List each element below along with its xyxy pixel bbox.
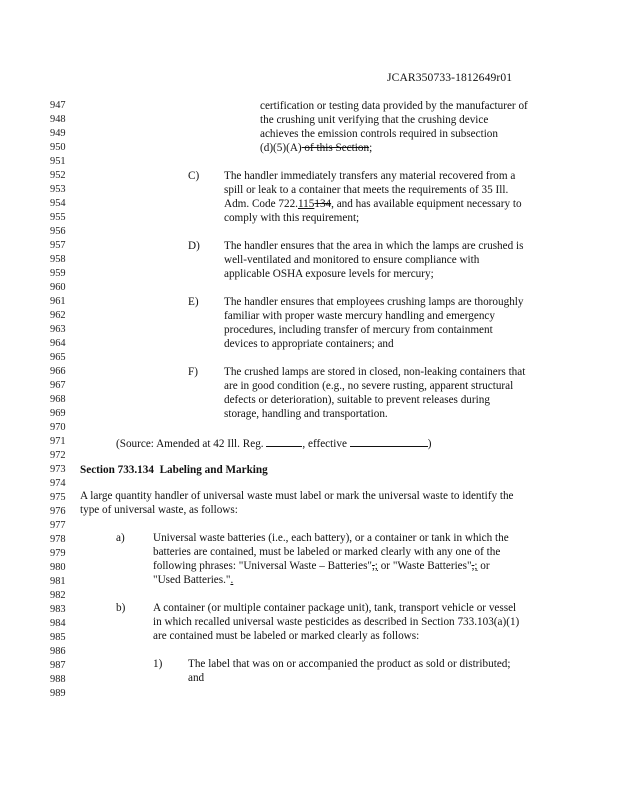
para-c-line-2: spill or leak to a container that meets the requirements of 35 Ill. [224,184,509,196]
line-number: 957 [50,240,66,251]
line-number: 976 [50,506,66,517]
phrase-universal-waste-batteries: following phrases: "Universal Waste – Batteries" [153,560,372,572]
para-f-label: F) [188,366,198,378]
line-number: 983 [50,604,66,615]
item-b1-line-1: The label that was on or accompanied the product as sold or distributed; [188,658,511,670]
deleted-text: of this Section [301,142,370,154]
line-number: 949 [50,128,66,139]
source-text: (Source: Amended at 42 Ill. Reg. [116,438,267,450]
item-b-line-2: in which recalled universal waste pesticides as described in Section 733.103(a)(1) [153,616,520,628]
inserted-text: 115 [297,198,315,210]
para-b-line-2: the crushing unit verifying that the crushing device [260,114,489,126]
item-a-line-2: batteries are contained, must be labeled or marked clearly with any one of the [153,546,501,558]
line-number: 954 [50,198,66,209]
line-number: 973 [50,464,66,475]
deleted-text: , [471,560,475,572]
section-number: Section 733.134 [80,464,154,476]
line-number: 965 [50,352,66,363]
line-number: 989 [50,688,66,699]
para-e-line-3: procedures, including transfer of mercury from containment [224,324,493,336]
line-number: 979 [50,548,66,559]
line-number: 984 [50,618,66,629]
para-e-line-4: devices to appropriate containers; and [224,338,394,350]
line-number: 955 [50,212,66,223]
para-b-line-1: certification or testing data provided by the manufacturer of [260,100,528,112]
line-number: 948 [50,114,66,125]
inserted-text: ; [374,560,378,572]
line-number: 972 [50,450,66,461]
line-number: 971 [50,436,66,447]
line-number: 988 [50,674,66,685]
para-d-line-1: The handler ensures that the area in which the lamps are crushed is [224,240,524,252]
line-number: 980 [50,562,66,573]
inserted-text: . [230,574,234,586]
code-citation: Adm. Code 722. [224,198,298,210]
subsection-reference: (d)(5)(A) [260,142,302,154]
para-d-line-3: applicable OSHA exposure levels for mercury; [224,268,434,280]
section-title: Labeling and Marking [159,464,268,476]
para-c-line-4: comply with this requirement; [224,212,360,224]
item-a-label: a) [116,532,125,544]
para-b-line-4 [260,142,372,155]
para-c-label: C) [188,170,200,182]
line-number: 970 [50,422,66,433]
blank-effective-date [350,436,428,447]
para-c-line-3 [224,198,522,211]
line-number: 982 [50,590,66,601]
text-run: , and has available equipment necessary to [331,198,522,210]
line-number: 975 [50,492,66,503]
line-number: 978 [50,534,66,545]
line-number: 968 [50,394,66,405]
para-e-line-1: The handler ensures that employees crushing lamps are thoroughly [224,296,524,308]
item-b1-label: 1) [153,658,163,670]
para-f-line-2: are in good condition (e.g., no severe rusting, apparent structural [224,380,514,392]
item-a-line-1: Universal waste batteries (i.e., each battery), or a container or tank in which the [153,532,509,544]
line-number: 952 [50,170,66,181]
source-note [116,436,431,451]
para-b-line-3: achieves the emission controls required in subsection [260,128,498,140]
inserted-text: ; [474,560,478,572]
phrase-waste-batteries: or "Waste Batteries" [377,560,472,572]
phrase-used-batteries: "Used Batteries." [153,574,231,586]
line-number: 961 [50,296,66,307]
line-number: 963 [50,324,66,335]
para-e-label: E) [188,296,199,308]
source-effective-text: , effective [302,438,350,450]
item-b-label: b) [116,602,126,614]
line-number: 967 [50,380,66,391]
document-id-header: JCAR350733-1812649r01 [387,71,513,84]
para-f-line-1: The crushed lamps are stored in closed, non-leaking containers that [224,366,526,378]
blank-reg-number [266,436,302,447]
deleted-text: 134 [314,198,332,210]
item-b-line-1: A container (or multiple container package unit), tank, transport vehicle or vessel [153,602,517,614]
para-e-line-2: familiar with proper waste mercury handling and emergency [224,310,495,322]
para-d-line-2: well-ventilated and monitored to ensure compliance with [224,254,480,266]
item-a-line-4 [153,574,233,587]
para-f-line-3: defects or deterioration), suitable to prevent releases during [224,394,490,406]
line-number: 987 [50,660,66,671]
item-b1-line-2: and [188,672,205,684]
line-number: 966 [50,366,66,377]
text-run: or [477,560,490,572]
line-number: 986 [50,646,66,657]
line-number: 951 [50,156,66,167]
intro-line-2: type of universal waste, as follows: [80,504,238,516]
line-number: 974 [50,478,66,489]
section-heading [80,464,268,477]
line-number: 962 [50,310,66,321]
punctuation: ) [427,438,432,450]
line-number: 947 [50,100,66,111]
item-a-line-3 [153,560,490,573]
intro-line-1: A large quantity handler of universal waste must label or mark the universal waste to identify the [80,490,514,502]
line-number: 960 [50,282,66,293]
deleted-text: , [372,560,375,572]
line-number: 981 [50,576,66,587]
item-b-line-3: are contained must be labeled or marked clearly as follows: [153,630,420,642]
line-number: 956 [50,226,66,237]
line-number: 959 [50,268,66,279]
punctuation: ; [369,142,373,154]
para-f-line-4: storage, handling and transportation. [224,408,388,420]
line-number: 964 [50,338,66,349]
line-number: 958 [50,254,66,265]
para-c-line-1: The handler immediately transfers any material recovered from a [224,170,516,182]
line-number: 985 [50,632,66,643]
para-d-label: D) [188,240,200,252]
line-number: 977 [50,520,66,531]
line-number: 950 [50,142,66,153]
line-number: 953 [50,184,66,195]
line-number: 969 [50,408,66,419]
